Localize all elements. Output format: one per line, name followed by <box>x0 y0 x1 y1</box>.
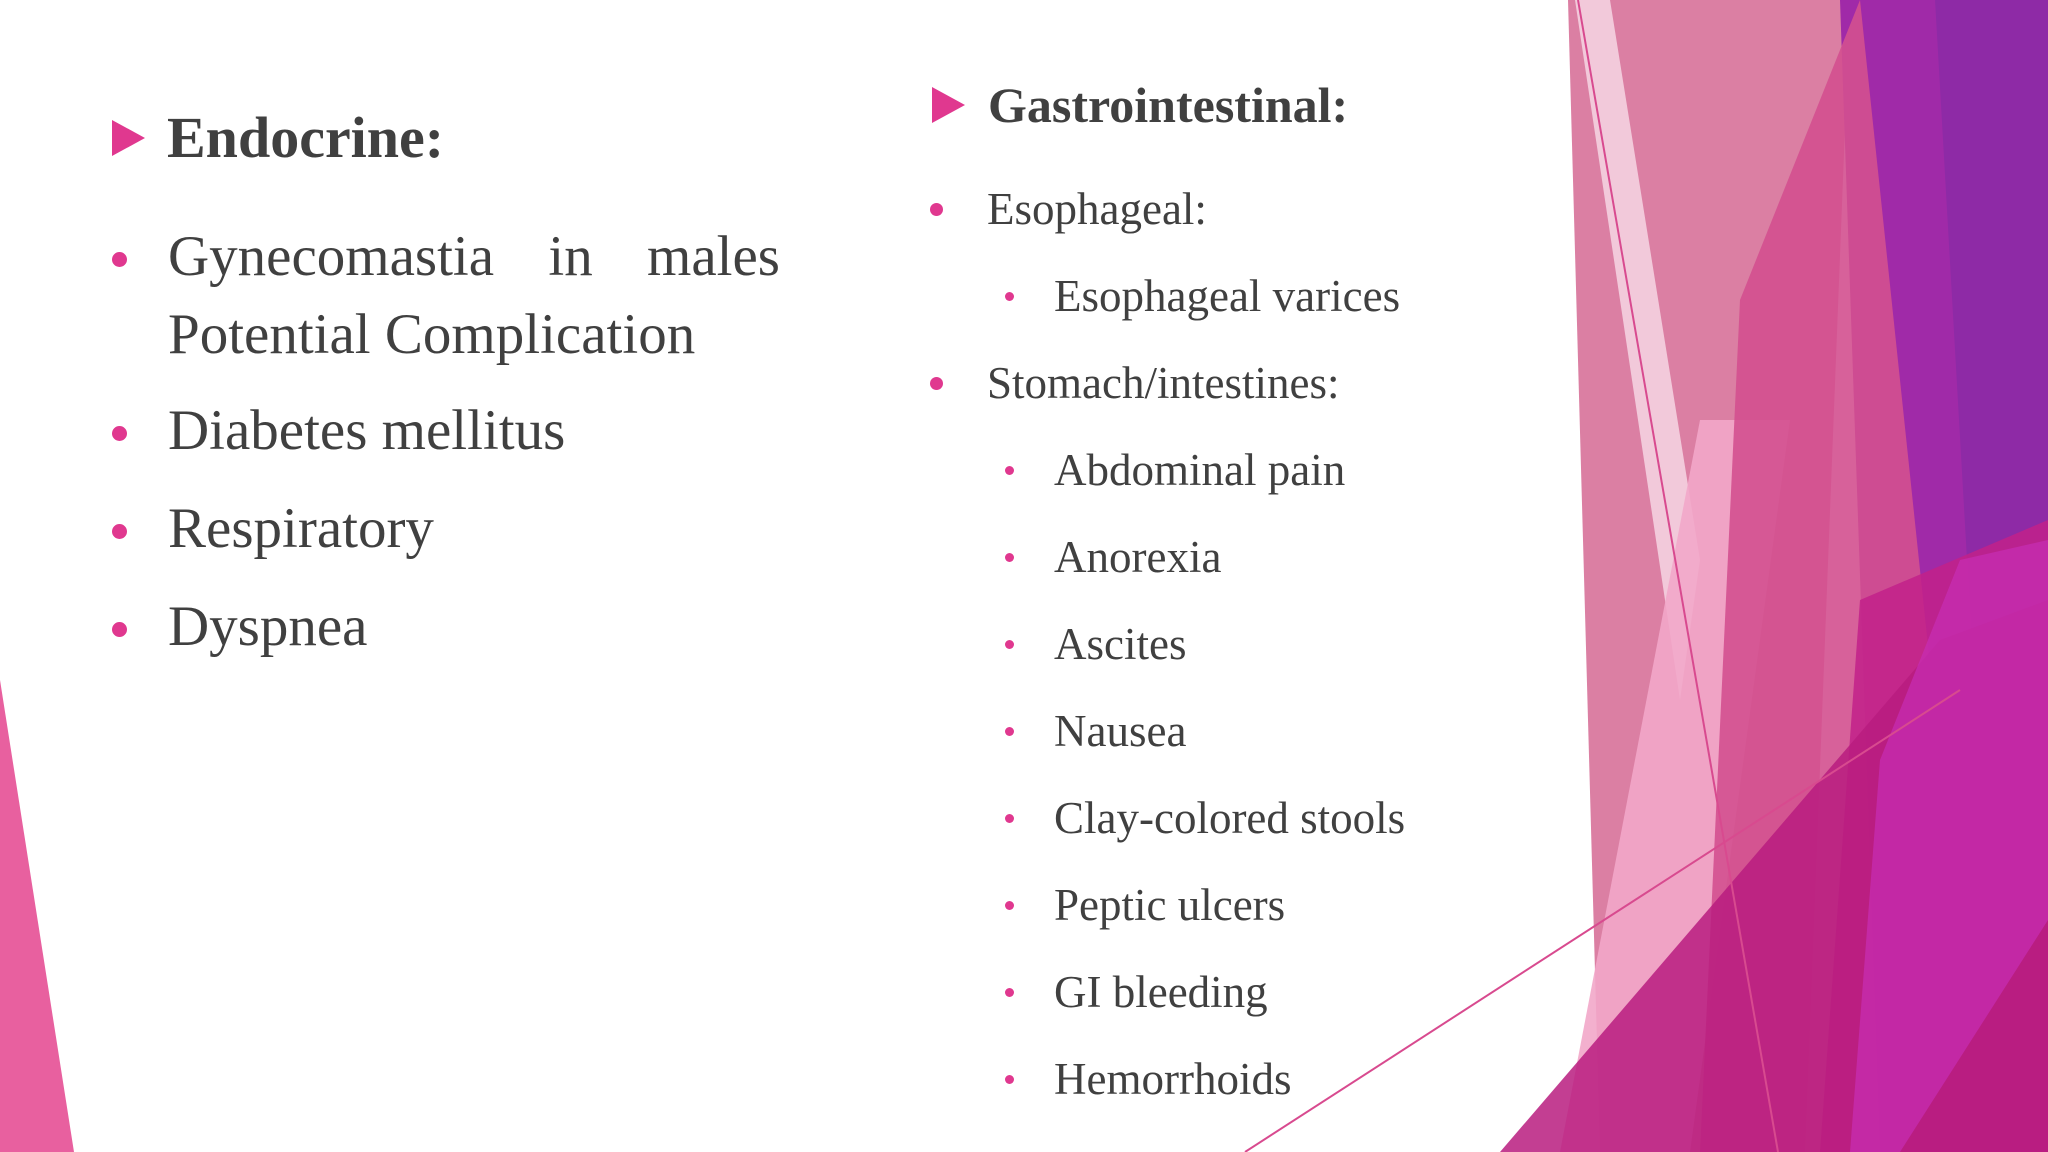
word: in <box>548 225 593 288</box>
endocrine-heading <box>112 104 444 171</box>
gastrointestinal-heading <box>932 76 1348 134</box>
bullet-dot-icon <box>930 203 943 216</box>
list-item-text: Dyspnea <box>168 595 368 658</box>
gastrointestinal-heading-text: Gastrointestinal: <box>988 77 1349 133</box>
list-item-text: Diabetes mellitus <box>168 399 566 462</box>
left-edge-shape <box>0 680 74 1152</box>
endocrine-heading-text: Endocrine: <box>167 105 445 170</box>
triangle-bullet-icon <box>112 120 145 156</box>
list-item-text: Anorexia <box>1054 532 1222 582</box>
bullet-dot-icon <box>1005 988 1014 997</box>
list-item-text: Stomach/intestines: <box>987 358 1340 408</box>
list-item-text: Abdominal pain <box>1054 445 1346 495</box>
list-item-text: Peptic ulcers <box>1054 880 1286 930</box>
word: males <box>647 225 780 288</box>
bullet-dot-icon <box>1005 727 1014 736</box>
list-item-text: Clay-colored stools <box>1054 793 1406 843</box>
list-item-text: GI bleeding <box>1054 967 1268 1017</box>
list-item-text: Esophageal varices <box>1054 271 1401 321</box>
list-item-text: Esophageal: <box>987 184 1207 234</box>
bullet-dot-icon <box>1005 553 1014 562</box>
bullet-dot-icon <box>112 252 127 267</box>
bullet-dot-icon <box>112 524 127 539</box>
triangle-bullet-icon <box>932 87 965 123</box>
bullet-dot-icon <box>1005 814 1014 823</box>
bullet-dot-icon <box>930 377 943 390</box>
bullet-dot-icon <box>1005 466 1014 475</box>
list-item-line-2: Potential Complication <box>168 303 696 366</box>
word: Gynecomastia <box>168 225 495 288</box>
list-item-text: Nausea <box>1054 706 1187 756</box>
list-item-line-1 <box>168 218 780 296</box>
list-item-text <box>168 218 780 374</box>
bullet-dot-icon <box>112 426 127 441</box>
list-item-text: Respiratory <box>168 497 434 560</box>
bullet-dot-icon <box>1005 640 1014 649</box>
bullet-dot-icon <box>1005 901 1014 910</box>
list-item-text: Ascites <box>1054 619 1187 669</box>
bullet-dot-icon <box>112 622 127 637</box>
bullet-dot-icon <box>1005 1075 1014 1084</box>
list-item <box>112 218 812 374</box>
bullet-dot-icon <box>1005 292 1014 301</box>
list-item-text: Hemorrhoids <box>1054 1054 1292 1104</box>
